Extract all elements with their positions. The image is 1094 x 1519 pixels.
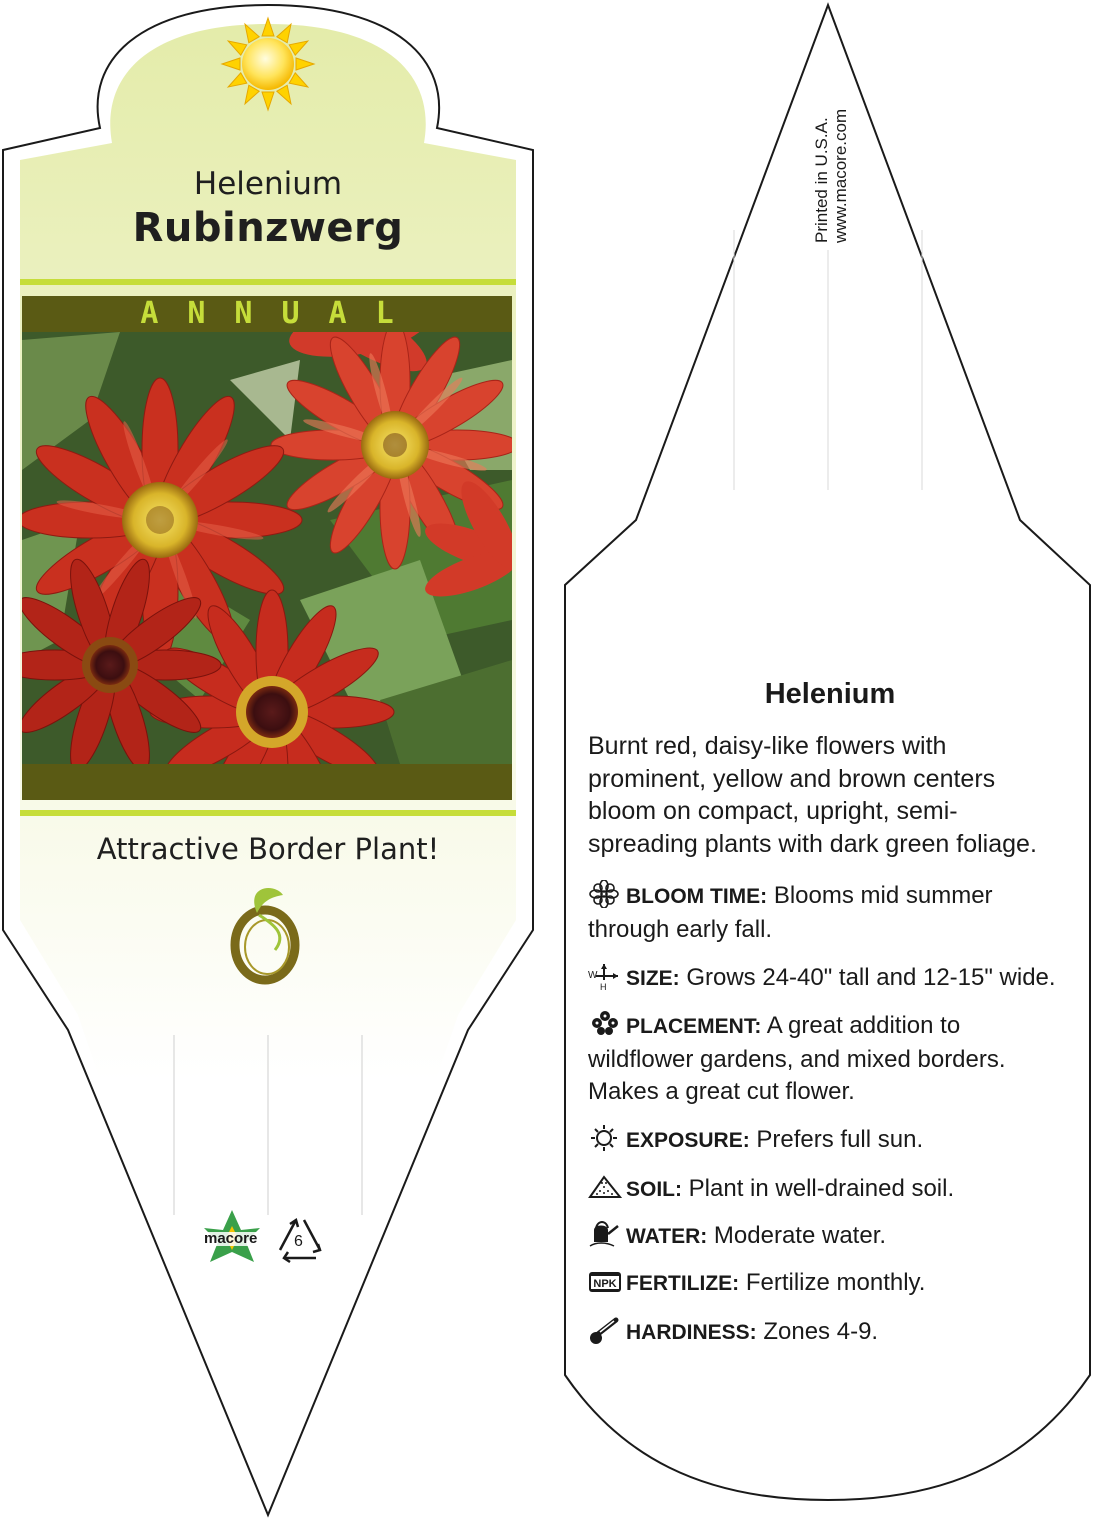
attr-bloom-time: BLOOM TIME: Blooms mid summer through early fall. [588,882,993,943]
svg-text:NPK: NPK [593,1278,617,1290]
category-label: ANNUAL [140,296,423,331]
svg-text:H: H [600,982,607,990]
tagline: Attractive Border Plant! [96,832,440,866]
attr-exposure: EXPOSURE: Prefers full sun. [588,1124,1058,1158]
attr-soil: SOIL: Plant in well-drained soil. [588,1173,1058,1207]
front-genus: Helenium [193,166,343,202]
npk-icon [588,1267,622,1295]
attr-fertilize: NPK FERTILIZE: Fertilize monthly. [588,1267,1058,1301]
recycle-code: 6 [294,1233,303,1250]
plant-description: Burnt red, daisy-like flowers with prominent, yellow and brown centers bloom on compact, upright, semi-spreading plants with dark green foliage. [588,732,1037,858]
sun-icon [588,1124,622,1152]
flower-photo [0,277,529,834]
attr-placement: PLACEMENT: A great addition to wildflower gardens, and mixed borders. Makes a great cut flower. [588,1012,1006,1105]
svg-text:W: W [588,970,598,981]
front-cultivar: Rubinzwerg [132,205,404,251]
flower-icon [588,880,622,908]
attr-hardiness: HARDINESS: Zones 4-9. [588,1316,1058,1350]
attr-size: W H SIZE: Grows 24-40" tall and 12-15" wide. [588,964,1056,991]
brand-name: macore [204,1230,258,1247]
thermometer-icon [588,1316,622,1344]
print-info [812,63,852,243]
website: www.macore.com [831,108,850,243]
back-title: Helenium [764,678,896,710]
watering-can-icon [588,1220,622,1248]
attr-water: WATER: Moderate water. [588,1220,1058,1254]
placement-icon [588,1010,622,1038]
soil-icon [588,1173,622,1201]
size-icon [588,962,622,990]
printed-in: Printed in U.S.A. [812,117,831,243]
